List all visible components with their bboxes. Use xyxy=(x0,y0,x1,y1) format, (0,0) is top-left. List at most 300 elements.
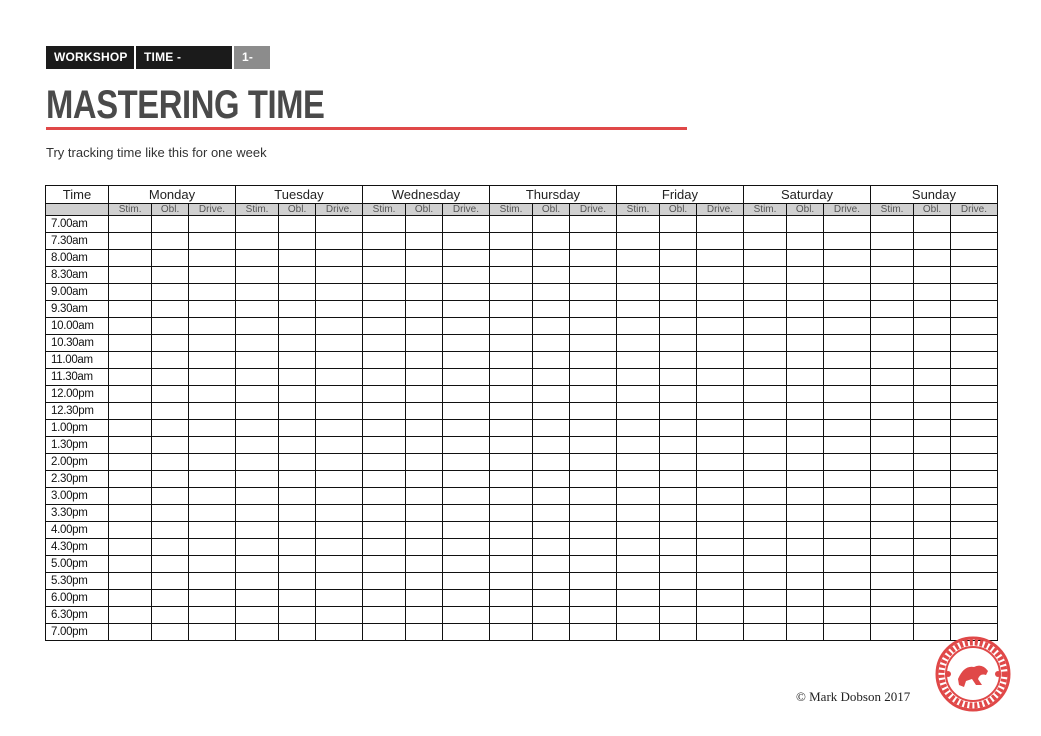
entry-cell[interactable] xyxy=(152,403,189,420)
entry-cell[interactable] xyxy=(189,471,236,488)
entry-cell[interactable] xyxy=(235,386,278,403)
entry-cell[interactable] xyxy=(442,335,489,352)
entry-cell[interactable] xyxy=(315,420,362,437)
entry-cell[interactable] xyxy=(406,556,443,573)
entry-cell[interactable] xyxy=(406,233,443,250)
entry-cell[interactable] xyxy=(533,335,570,352)
entry-cell[interactable] xyxy=(696,471,743,488)
entry-cell[interactable] xyxy=(533,522,570,539)
entry-cell[interactable] xyxy=(660,471,697,488)
entry-cell[interactable] xyxy=(743,233,786,250)
entry-cell[interactable] xyxy=(870,284,913,301)
entry-cell[interactable] xyxy=(362,284,405,301)
entry-cell[interactable] xyxy=(362,573,405,590)
entry-cell[interactable] xyxy=(109,352,152,369)
entry-cell[interactable] xyxy=(696,318,743,335)
entry-cell[interactable] xyxy=(569,403,616,420)
entry-cell[interactable] xyxy=(152,573,189,590)
entry-cell[interactable] xyxy=(489,216,532,233)
entry-cell[interactable] xyxy=(189,369,236,386)
entry-cell[interactable] xyxy=(442,454,489,471)
entry-cell[interactable] xyxy=(489,505,532,522)
entry-cell[interactable] xyxy=(109,454,152,471)
entry-cell[interactable] xyxy=(914,539,951,556)
entry-cell[interactable] xyxy=(696,369,743,386)
entry-cell[interactable] xyxy=(442,403,489,420)
entry-cell[interactable] xyxy=(787,607,824,624)
entry-cell[interactable] xyxy=(743,607,786,624)
entry-cell[interactable] xyxy=(489,284,532,301)
entry-cell[interactable] xyxy=(914,505,951,522)
entry-cell[interactable] xyxy=(235,216,278,233)
entry-cell[interactable] xyxy=(442,488,489,505)
entry-cell[interactable] xyxy=(442,590,489,607)
entry-cell[interactable] xyxy=(914,250,951,267)
entry-cell[interactable] xyxy=(696,352,743,369)
entry-cell[interactable] xyxy=(109,233,152,250)
entry-cell[interactable] xyxy=(950,386,997,403)
entry-cell[interactable] xyxy=(660,488,697,505)
entry-cell[interactable] xyxy=(442,233,489,250)
entry-cell[interactable] xyxy=(616,505,659,522)
entry-cell[interactable] xyxy=(616,488,659,505)
entry-cell[interactable] xyxy=(914,318,951,335)
entry-cell[interactable] xyxy=(823,284,870,301)
entry-cell[interactable] xyxy=(109,539,152,556)
entry-cell[interactable] xyxy=(279,369,316,386)
entry-cell[interactable] xyxy=(616,250,659,267)
entry-cell[interactable] xyxy=(914,216,951,233)
entry-cell[interactable] xyxy=(950,573,997,590)
entry-cell[interactable] xyxy=(569,573,616,590)
entry-cell[interactable] xyxy=(870,267,913,284)
entry-cell[interactable] xyxy=(870,454,913,471)
entry-cell[interactable] xyxy=(660,216,697,233)
entry-cell[interactable] xyxy=(489,471,532,488)
entry-cell[interactable] xyxy=(315,624,362,641)
entry-cell[interactable] xyxy=(743,522,786,539)
entry-cell[interactable] xyxy=(279,556,316,573)
entry-cell[interactable] xyxy=(914,471,951,488)
entry-cell[interactable] xyxy=(914,403,951,420)
entry-cell[interactable] xyxy=(870,403,913,420)
entry-cell[interactable] xyxy=(406,607,443,624)
entry-cell[interactable] xyxy=(696,386,743,403)
entry-cell[interactable] xyxy=(660,318,697,335)
entry-cell[interactable] xyxy=(442,352,489,369)
entry-cell[interactable] xyxy=(950,250,997,267)
entry-cell[interactable] xyxy=(660,335,697,352)
entry-cell[interactable] xyxy=(442,216,489,233)
entry-cell[interactable] xyxy=(743,335,786,352)
entry-cell[interactable] xyxy=(152,233,189,250)
entry-cell[interactable] xyxy=(569,352,616,369)
entry-cell[interactable] xyxy=(533,488,570,505)
entry-cell[interactable] xyxy=(950,233,997,250)
entry-cell[interactable] xyxy=(950,403,997,420)
entry-cell[interactable] xyxy=(870,216,913,233)
entry-cell[interactable] xyxy=(362,505,405,522)
entry-cell[interactable] xyxy=(279,284,316,301)
entry-cell[interactable] xyxy=(787,522,824,539)
entry-cell[interactable] xyxy=(152,556,189,573)
entry-cell[interactable] xyxy=(315,216,362,233)
entry-cell[interactable] xyxy=(616,335,659,352)
entry-cell[interactable] xyxy=(616,590,659,607)
entry-cell[interactable] xyxy=(315,471,362,488)
entry-cell[interactable] xyxy=(189,420,236,437)
entry-cell[interactable] xyxy=(743,624,786,641)
entry-cell[interactable] xyxy=(406,267,443,284)
entry-cell[interactable] xyxy=(660,505,697,522)
entry-cell[interactable] xyxy=(787,471,824,488)
entry-cell[interactable] xyxy=(660,607,697,624)
entry-cell[interactable] xyxy=(616,556,659,573)
entry-cell[interactable] xyxy=(569,301,616,318)
entry-cell[interactable] xyxy=(823,471,870,488)
entry-cell[interactable] xyxy=(533,267,570,284)
entry-cell[interactable] xyxy=(660,590,697,607)
entry-cell[interactable] xyxy=(152,607,189,624)
entry-cell[interactable] xyxy=(489,556,532,573)
entry-cell[interactable] xyxy=(569,233,616,250)
entry-cell[interactable] xyxy=(362,471,405,488)
entry-cell[interactable] xyxy=(489,624,532,641)
entry-cell[interactable] xyxy=(660,454,697,471)
entry-cell[interactable] xyxy=(870,573,913,590)
entry-cell[interactable] xyxy=(533,369,570,386)
entry-cell[interactable] xyxy=(914,607,951,624)
entry-cell[interactable] xyxy=(787,267,824,284)
entry-cell[interactable] xyxy=(823,216,870,233)
entry-cell[interactable] xyxy=(743,352,786,369)
entry-cell[interactable] xyxy=(109,624,152,641)
entry-cell[interactable] xyxy=(189,301,236,318)
entry-cell[interactable] xyxy=(823,488,870,505)
entry-cell[interactable] xyxy=(109,267,152,284)
entry-cell[interactable] xyxy=(152,216,189,233)
entry-cell[interactable] xyxy=(279,386,316,403)
entry-cell[interactable] xyxy=(660,403,697,420)
entry-cell[interactable] xyxy=(660,624,697,641)
entry-cell[interactable] xyxy=(189,352,236,369)
entry-cell[interactable] xyxy=(569,522,616,539)
entry-cell[interactable] xyxy=(823,386,870,403)
entry-cell[interactable] xyxy=(533,505,570,522)
entry-cell[interactable] xyxy=(950,284,997,301)
entry-cell[interactable] xyxy=(743,437,786,454)
entry-cell[interactable] xyxy=(109,607,152,624)
entry-cell[interactable] xyxy=(950,318,997,335)
entry-cell[interactable] xyxy=(235,437,278,454)
entry-cell[interactable] xyxy=(743,505,786,522)
entry-cell[interactable] xyxy=(743,573,786,590)
entry-cell[interactable] xyxy=(823,403,870,420)
entry-cell[interactable] xyxy=(743,267,786,284)
entry-cell[interactable] xyxy=(279,420,316,437)
entry-cell[interactable] xyxy=(696,556,743,573)
entry-cell[interactable] xyxy=(152,267,189,284)
entry-cell[interactable] xyxy=(279,607,316,624)
entry-cell[interactable] xyxy=(235,233,278,250)
entry-cell[interactable] xyxy=(616,437,659,454)
entry-cell[interactable] xyxy=(823,233,870,250)
entry-cell[interactable] xyxy=(279,471,316,488)
entry-cell[interactable] xyxy=(362,488,405,505)
entry-cell[interactable] xyxy=(787,403,824,420)
entry-cell[interactable] xyxy=(362,437,405,454)
entry-cell[interactable] xyxy=(362,301,405,318)
entry-cell[interactable] xyxy=(489,573,532,590)
entry-cell[interactable] xyxy=(950,505,997,522)
entry-cell[interactable] xyxy=(787,318,824,335)
entry-cell[interactable] xyxy=(569,556,616,573)
entry-cell[interactable] xyxy=(870,420,913,437)
entry-cell[interactable] xyxy=(315,267,362,284)
entry-cell[interactable] xyxy=(914,488,951,505)
entry-cell[interactable] xyxy=(109,488,152,505)
entry-cell[interactable] xyxy=(406,573,443,590)
entry-cell[interactable] xyxy=(189,335,236,352)
entry-cell[interactable] xyxy=(914,284,951,301)
entry-cell[interactable] xyxy=(362,369,405,386)
entry-cell[interactable] xyxy=(660,386,697,403)
entry-cell[interactable] xyxy=(152,590,189,607)
entry-cell[interactable] xyxy=(616,233,659,250)
entry-cell[interactable] xyxy=(696,403,743,420)
entry-cell[interactable] xyxy=(315,522,362,539)
entry-cell[interactable] xyxy=(489,420,532,437)
entry-cell[interactable] xyxy=(235,607,278,624)
entry-cell[interactable] xyxy=(950,352,997,369)
entry-cell[interactable] xyxy=(109,369,152,386)
entry-cell[interactable] xyxy=(235,471,278,488)
entry-cell[interactable] xyxy=(189,318,236,335)
entry-cell[interactable] xyxy=(279,233,316,250)
entry-cell[interactable] xyxy=(406,471,443,488)
entry-cell[interactable] xyxy=(950,301,997,318)
entry-cell[interactable] xyxy=(109,318,152,335)
entry-cell[interactable] xyxy=(442,522,489,539)
entry-cell[interactable] xyxy=(870,335,913,352)
entry-cell[interactable] xyxy=(315,233,362,250)
entry-cell[interactable] xyxy=(533,250,570,267)
entry-cell[interactable] xyxy=(152,454,189,471)
entry-cell[interactable] xyxy=(533,539,570,556)
entry-cell[interactable] xyxy=(362,539,405,556)
entry-cell[interactable] xyxy=(660,522,697,539)
entry-cell[interactable] xyxy=(950,471,997,488)
entry-cell[interactable] xyxy=(870,318,913,335)
entry-cell[interactable] xyxy=(950,607,997,624)
entry-cell[interactable] xyxy=(406,488,443,505)
entry-cell[interactable] xyxy=(406,369,443,386)
entry-cell[interactable] xyxy=(489,267,532,284)
entry-cell[interactable] xyxy=(442,624,489,641)
entry-cell[interactable] xyxy=(442,301,489,318)
entry-cell[interactable] xyxy=(442,284,489,301)
entry-cell[interactable] xyxy=(406,420,443,437)
entry-cell[interactable] xyxy=(279,318,316,335)
entry-cell[interactable] xyxy=(189,556,236,573)
entry-cell[interactable] xyxy=(787,573,824,590)
entry-cell[interactable] xyxy=(109,284,152,301)
entry-cell[interactable] xyxy=(743,556,786,573)
entry-cell[interactable] xyxy=(489,335,532,352)
entry-cell[interactable] xyxy=(533,216,570,233)
entry-cell[interactable] xyxy=(109,556,152,573)
entry-cell[interactable] xyxy=(870,607,913,624)
entry-cell[interactable] xyxy=(235,590,278,607)
entry-cell[interactable] xyxy=(406,335,443,352)
entry-cell[interactable] xyxy=(660,250,697,267)
entry-cell[interactable] xyxy=(189,250,236,267)
entry-cell[interactable] xyxy=(489,386,532,403)
entry-cell[interactable] xyxy=(823,437,870,454)
entry-cell[interactable] xyxy=(743,420,786,437)
entry-cell[interactable] xyxy=(823,454,870,471)
entry-cell[interactable] xyxy=(696,607,743,624)
entry-cell[interactable] xyxy=(950,420,997,437)
entry-cell[interactable] xyxy=(950,335,997,352)
entry-cell[interactable] xyxy=(362,250,405,267)
entry-cell[interactable] xyxy=(914,335,951,352)
entry-cell[interactable] xyxy=(616,539,659,556)
entry-cell[interactable] xyxy=(950,454,997,471)
entry-cell[interactable] xyxy=(696,284,743,301)
entry-cell[interactable] xyxy=(914,386,951,403)
entry-cell[interactable] xyxy=(406,505,443,522)
entry-cell[interactable] xyxy=(442,471,489,488)
entry-cell[interactable] xyxy=(315,539,362,556)
entry-cell[interactable] xyxy=(235,488,278,505)
entry-cell[interactable] xyxy=(442,318,489,335)
entry-cell[interactable] xyxy=(189,488,236,505)
entry-cell[interactable] xyxy=(616,267,659,284)
entry-cell[interactable] xyxy=(362,233,405,250)
entry-cell[interactable] xyxy=(616,386,659,403)
entry-cell[interactable] xyxy=(152,250,189,267)
entry-cell[interactable] xyxy=(235,573,278,590)
entry-cell[interactable] xyxy=(279,335,316,352)
entry-cell[interactable] xyxy=(823,539,870,556)
entry-cell[interactable] xyxy=(442,556,489,573)
entry-cell[interactable] xyxy=(823,352,870,369)
entry-cell[interactable] xyxy=(235,505,278,522)
entry-cell[interactable] xyxy=(442,539,489,556)
entry-cell[interactable] xyxy=(279,267,316,284)
entry-cell[interactable] xyxy=(950,369,997,386)
entry-cell[interactable] xyxy=(616,318,659,335)
entry-cell[interactable] xyxy=(235,335,278,352)
entry-cell[interactable] xyxy=(870,386,913,403)
entry-cell[interactable] xyxy=(870,250,913,267)
entry-cell[interactable] xyxy=(743,539,786,556)
entry-cell[interactable] xyxy=(235,301,278,318)
entry-cell[interactable] xyxy=(362,590,405,607)
entry-cell[interactable] xyxy=(235,352,278,369)
entry-cell[interactable] xyxy=(616,284,659,301)
entry-cell[interactable] xyxy=(442,386,489,403)
entry-cell[interactable] xyxy=(489,454,532,471)
entry-cell[interactable] xyxy=(315,301,362,318)
entry-cell[interactable] xyxy=(279,403,316,420)
entry-cell[interactable] xyxy=(743,488,786,505)
entry-cell[interactable] xyxy=(569,250,616,267)
entry-cell[interactable] xyxy=(616,573,659,590)
entry-cell[interactable] xyxy=(787,539,824,556)
entry-cell[interactable] xyxy=(442,505,489,522)
entry-cell[interactable] xyxy=(616,352,659,369)
entry-cell[interactable] xyxy=(489,539,532,556)
entry-cell[interactable] xyxy=(616,216,659,233)
entry-cell[interactable] xyxy=(696,590,743,607)
entry-cell[interactable] xyxy=(109,301,152,318)
entry-cell[interactable] xyxy=(442,573,489,590)
entry-cell[interactable] xyxy=(279,250,316,267)
entry-cell[interactable] xyxy=(489,250,532,267)
entry-cell[interactable] xyxy=(569,437,616,454)
entry-cell[interactable] xyxy=(152,488,189,505)
entry-cell[interactable] xyxy=(189,454,236,471)
entry-cell[interactable] xyxy=(696,216,743,233)
entry-cell[interactable] xyxy=(189,505,236,522)
entry-cell[interactable] xyxy=(152,318,189,335)
entry-cell[interactable] xyxy=(279,624,316,641)
entry-cell[interactable] xyxy=(533,624,570,641)
entry-cell[interactable] xyxy=(109,403,152,420)
entry-cell[interactable] xyxy=(152,505,189,522)
entry-cell[interactable] xyxy=(743,369,786,386)
entry-cell[interactable] xyxy=(489,318,532,335)
entry-cell[interactable] xyxy=(569,335,616,352)
entry-cell[interactable] xyxy=(109,471,152,488)
entry-cell[interactable] xyxy=(533,556,570,573)
entry-cell[interactable] xyxy=(823,505,870,522)
entry-cell[interactable] xyxy=(823,369,870,386)
entry-cell[interactable] xyxy=(743,250,786,267)
entry-cell[interactable] xyxy=(823,420,870,437)
entry-cell[interactable] xyxy=(109,335,152,352)
entry-cell[interactable] xyxy=(315,386,362,403)
entry-cell[interactable] xyxy=(406,454,443,471)
entry-cell[interactable] xyxy=(235,556,278,573)
entry-cell[interactable] xyxy=(743,403,786,420)
entry-cell[interactable] xyxy=(279,301,316,318)
entry-cell[interactable] xyxy=(870,352,913,369)
entry-cell[interactable] xyxy=(406,352,443,369)
entry-cell[interactable] xyxy=(660,437,697,454)
entry-cell[interactable] xyxy=(696,505,743,522)
entry-cell[interactable] xyxy=(533,352,570,369)
entry-cell[interactable] xyxy=(189,267,236,284)
entry-cell[interactable] xyxy=(362,352,405,369)
entry-cell[interactable] xyxy=(696,522,743,539)
entry-cell[interactable] xyxy=(189,386,236,403)
entry-cell[interactable] xyxy=(743,590,786,607)
entry-cell[interactable] xyxy=(362,335,405,352)
entry-cell[interactable] xyxy=(406,250,443,267)
entry-cell[interactable] xyxy=(914,522,951,539)
entry-cell[interactable] xyxy=(406,386,443,403)
entry-cell[interactable] xyxy=(279,454,316,471)
entry-cell[interactable] xyxy=(950,488,997,505)
entry-cell[interactable] xyxy=(569,539,616,556)
entry-cell[interactable] xyxy=(870,505,913,522)
entry-cell[interactable] xyxy=(914,590,951,607)
entry-cell[interactable] xyxy=(823,318,870,335)
entry-cell[interactable] xyxy=(569,318,616,335)
